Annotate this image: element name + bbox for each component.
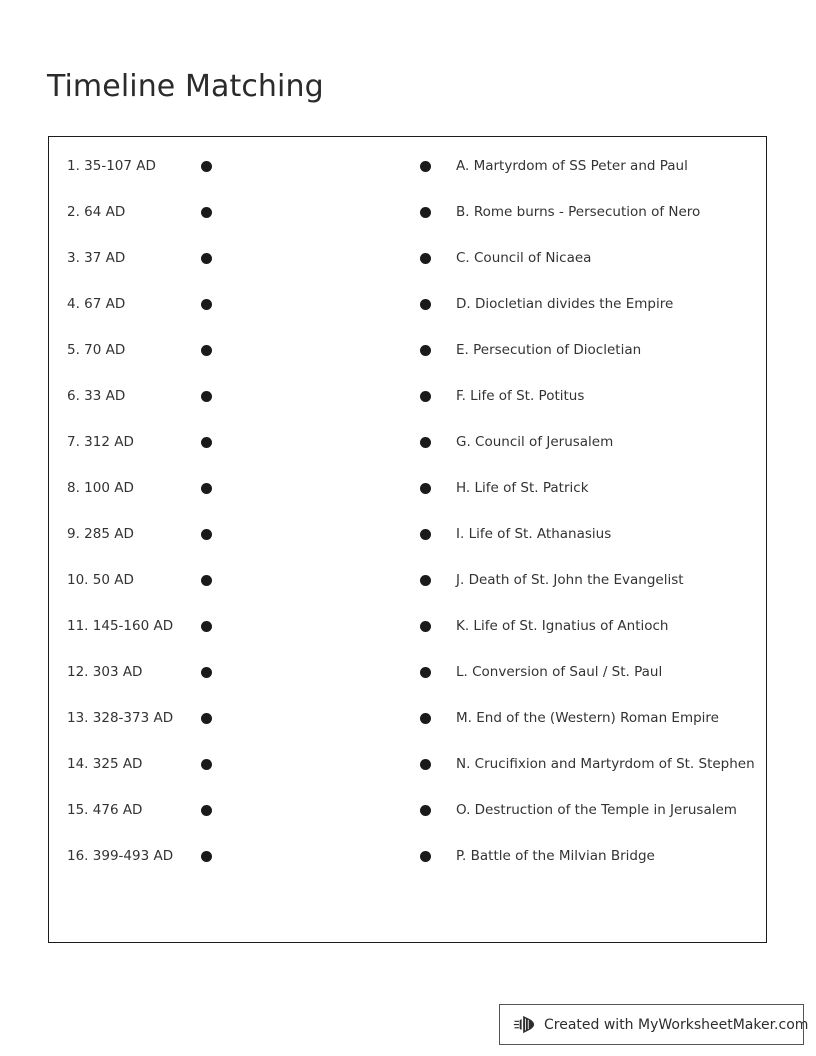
- answer-connector-dot[interactable]: [420, 391, 431, 402]
- answer-connector-dot[interactable]: [420, 483, 431, 494]
- answers-column: [415, 156, 765, 892]
- answer-row: [415, 386, 765, 432]
- answer-connector-dot[interactable]: [420, 621, 431, 632]
- answer-row: [415, 156, 765, 202]
- prompt-row: [49, 478, 379, 524]
- prompt-connector-dot[interactable]: [201, 851, 212, 862]
- prompt-label: 6. 33 AD: [67, 388, 126, 404]
- answer-label: C. Council of Nicaea: [456, 250, 592, 266]
- answer-connector-dot[interactable]: [420, 299, 431, 310]
- answer-row: [415, 570, 765, 616]
- prompt-connector-dot[interactable]: [201, 713, 212, 724]
- matching-columns: [49, 137, 766, 942]
- answer-label: F. Life of St. Potitus: [456, 388, 585, 404]
- prompt-row: [49, 156, 379, 202]
- answer-row: [415, 846, 765, 892]
- prompt-row: [49, 248, 379, 294]
- answer-connector-dot[interactable]: [420, 759, 431, 770]
- answer-row: [415, 340, 765, 386]
- prompt-row: [49, 616, 379, 662]
- prompt-label: 15. 476 AD: [67, 802, 143, 818]
- prompt-connector-dot[interactable]: [201, 621, 212, 632]
- answer-label: D. Diocletian divides the Empire: [456, 296, 674, 312]
- prompt-row: [49, 708, 379, 754]
- prompt-row: [49, 754, 379, 800]
- prompt-label: 14. 325 AD: [67, 756, 143, 772]
- answer-row: [415, 616, 765, 662]
- answer-row: [415, 662, 765, 708]
- answer-label: I. Life of St. Athanasius: [456, 526, 612, 542]
- answer-row: [415, 708, 765, 754]
- prompt-connector-dot[interactable]: [201, 575, 212, 586]
- prompt-label: 5. 70 AD: [67, 342, 126, 358]
- prompt-connector-dot[interactable]: [201, 161, 212, 172]
- prompt-connector-dot[interactable]: [201, 529, 212, 540]
- answer-row: [415, 754, 765, 800]
- prompts-column: [49, 156, 379, 892]
- answer-connector-dot[interactable]: [420, 667, 431, 678]
- prompt-row: [49, 294, 379, 340]
- prompt-row: [49, 662, 379, 708]
- answer-connector-dot[interactable]: [420, 805, 431, 816]
- answer-connector-dot[interactable]: [420, 437, 431, 448]
- answer-row: [415, 294, 765, 340]
- prompt-label: 11. 145-160 AD: [67, 618, 174, 634]
- answer-label: N. Crucifixion and Martyrdom of St. Stephen: [456, 756, 755, 772]
- prompt-label: 3. 37 AD: [67, 250, 126, 266]
- prompt-connector-dot[interactable]: [201, 759, 212, 770]
- prompt-label: 7. 312 AD: [67, 434, 134, 450]
- answer-label: A. Martyrdom of SS Peter and Paul: [456, 158, 688, 174]
- matching-panel: [48, 136, 767, 943]
- prompt-connector-dot[interactable]: [201, 345, 212, 356]
- answer-connector-dot[interactable]: [420, 713, 431, 724]
- answer-label: J. Death of St. John the Evangelist: [456, 572, 684, 588]
- answer-connector-dot[interactable]: [420, 345, 431, 356]
- answer-label: M. End of the (Western) Roman Empire: [456, 710, 719, 726]
- prompt-label: 8. 100 AD: [67, 480, 134, 496]
- prompt-label: 2. 64 AD: [67, 204, 126, 220]
- answer-connector-dot[interactable]: [420, 207, 431, 218]
- prompt-connector-dot[interactable]: [201, 483, 212, 494]
- prompt-label: 13. 328-373 AD: [67, 710, 174, 726]
- prompt-label: 1. 35-107 AD: [67, 158, 156, 174]
- prompt-label: 10. 50 AD: [67, 572, 134, 588]
- answer-row: [415, 478, 765, 524]
- prompt-row: [49, 800, 379, 846]
- prompt-row: [49, 846, 379, 892]
- prompt-label: 9. 285 AD: [67, 526, 134, 542]
- answer-label: E. Persecution of Diocletian: [456, 342, 642, 358]
- footer-badge[interactable]: [499, 1004, 809, 1045]
- prompt-connector-dot[interactable]: [201, 299, 212, 310]
- prompt-connector-dot[interactable]: [201, 805, 212, 816]
- prompt-connector-dot[interactable]: [201, 437, 212, 448]
- answer-row: [415, 432, 765, 478]
- answer-row: [415, 524, 765, 570]
- prompt-label: 4. 67 AD: [67, 296, 126, 312]
- answer-label: O. Destruction of the Temple in Jerusalem: [456, 802, 737, 818]
- answer-label: L. Conversion of Saul / St. Paul: [456, 664, 663, 680]
- answer-row: [415, 248, 765, 294]
- prompt-row: [49, 432, 379, 478]
- answer-label: H. Life of St. Patrick: [456, 480, 589, 496]
- answer-connector-dot[interactable]: [420, 851, 431, 862]
- prompt-connector-dot[interactable]: [201, 253, 212, 264]
- prompt-connector-dot[interactable]: [201, 667, 212, 678]
- megaphone-logo-icon: [513, 1012, 538, 1037]
- answer-connector-dot[interactable]: [420, 161, 431, 172]
- answer-label: P. Battle of the Milvian Bridge: [456, 848, 655, 864]
- prompt-label: 12. 303 AD: [67, 664, 143, 680]
- prompt-row: [49, 570, 379, 616]
- page-title: Timeline Matching: [47, 69, 324, 105]
- prompt-row: [49, 524, 379, 570]
- prompt-connector-dot[interactable]: [201, 391, 212, 402]
- answer-connector-dot[interactable]: [420, 575, 431, 586]
- prompt-row: [49, 340, 379, 386]
- answer-connector-dot[interactable]: [420, 253, 431, 264]
- prompt-label: 16. 399-493 AD: [67, 848, 174, 864]
- answer-row: [415, 800, 765, 846]
- footer-credit-text: Created with MyWorksheetMaker.com: [544, 1016, 809, 1033]
- answer-connector-dot[interactable]: [420, 529, 431, 540]
- prompt-row: [49, 386, 379, 432]
- answer-label: K. Life of St. Ignatius of Antioch: [456, 618, 669, 634]
- answer-label: G. Council of Jerusalem: [456, 434, 614, 450]
- prompt-connector-dot[interactable]: [201, 207, 212, 218]
- answer-label: B. Rome burns - Persecution of Nero: [456, 204, 701, 220]
- prompt-row: [49, 202, 379, 248]
- answer-row: [415, 202, 765, 248]
